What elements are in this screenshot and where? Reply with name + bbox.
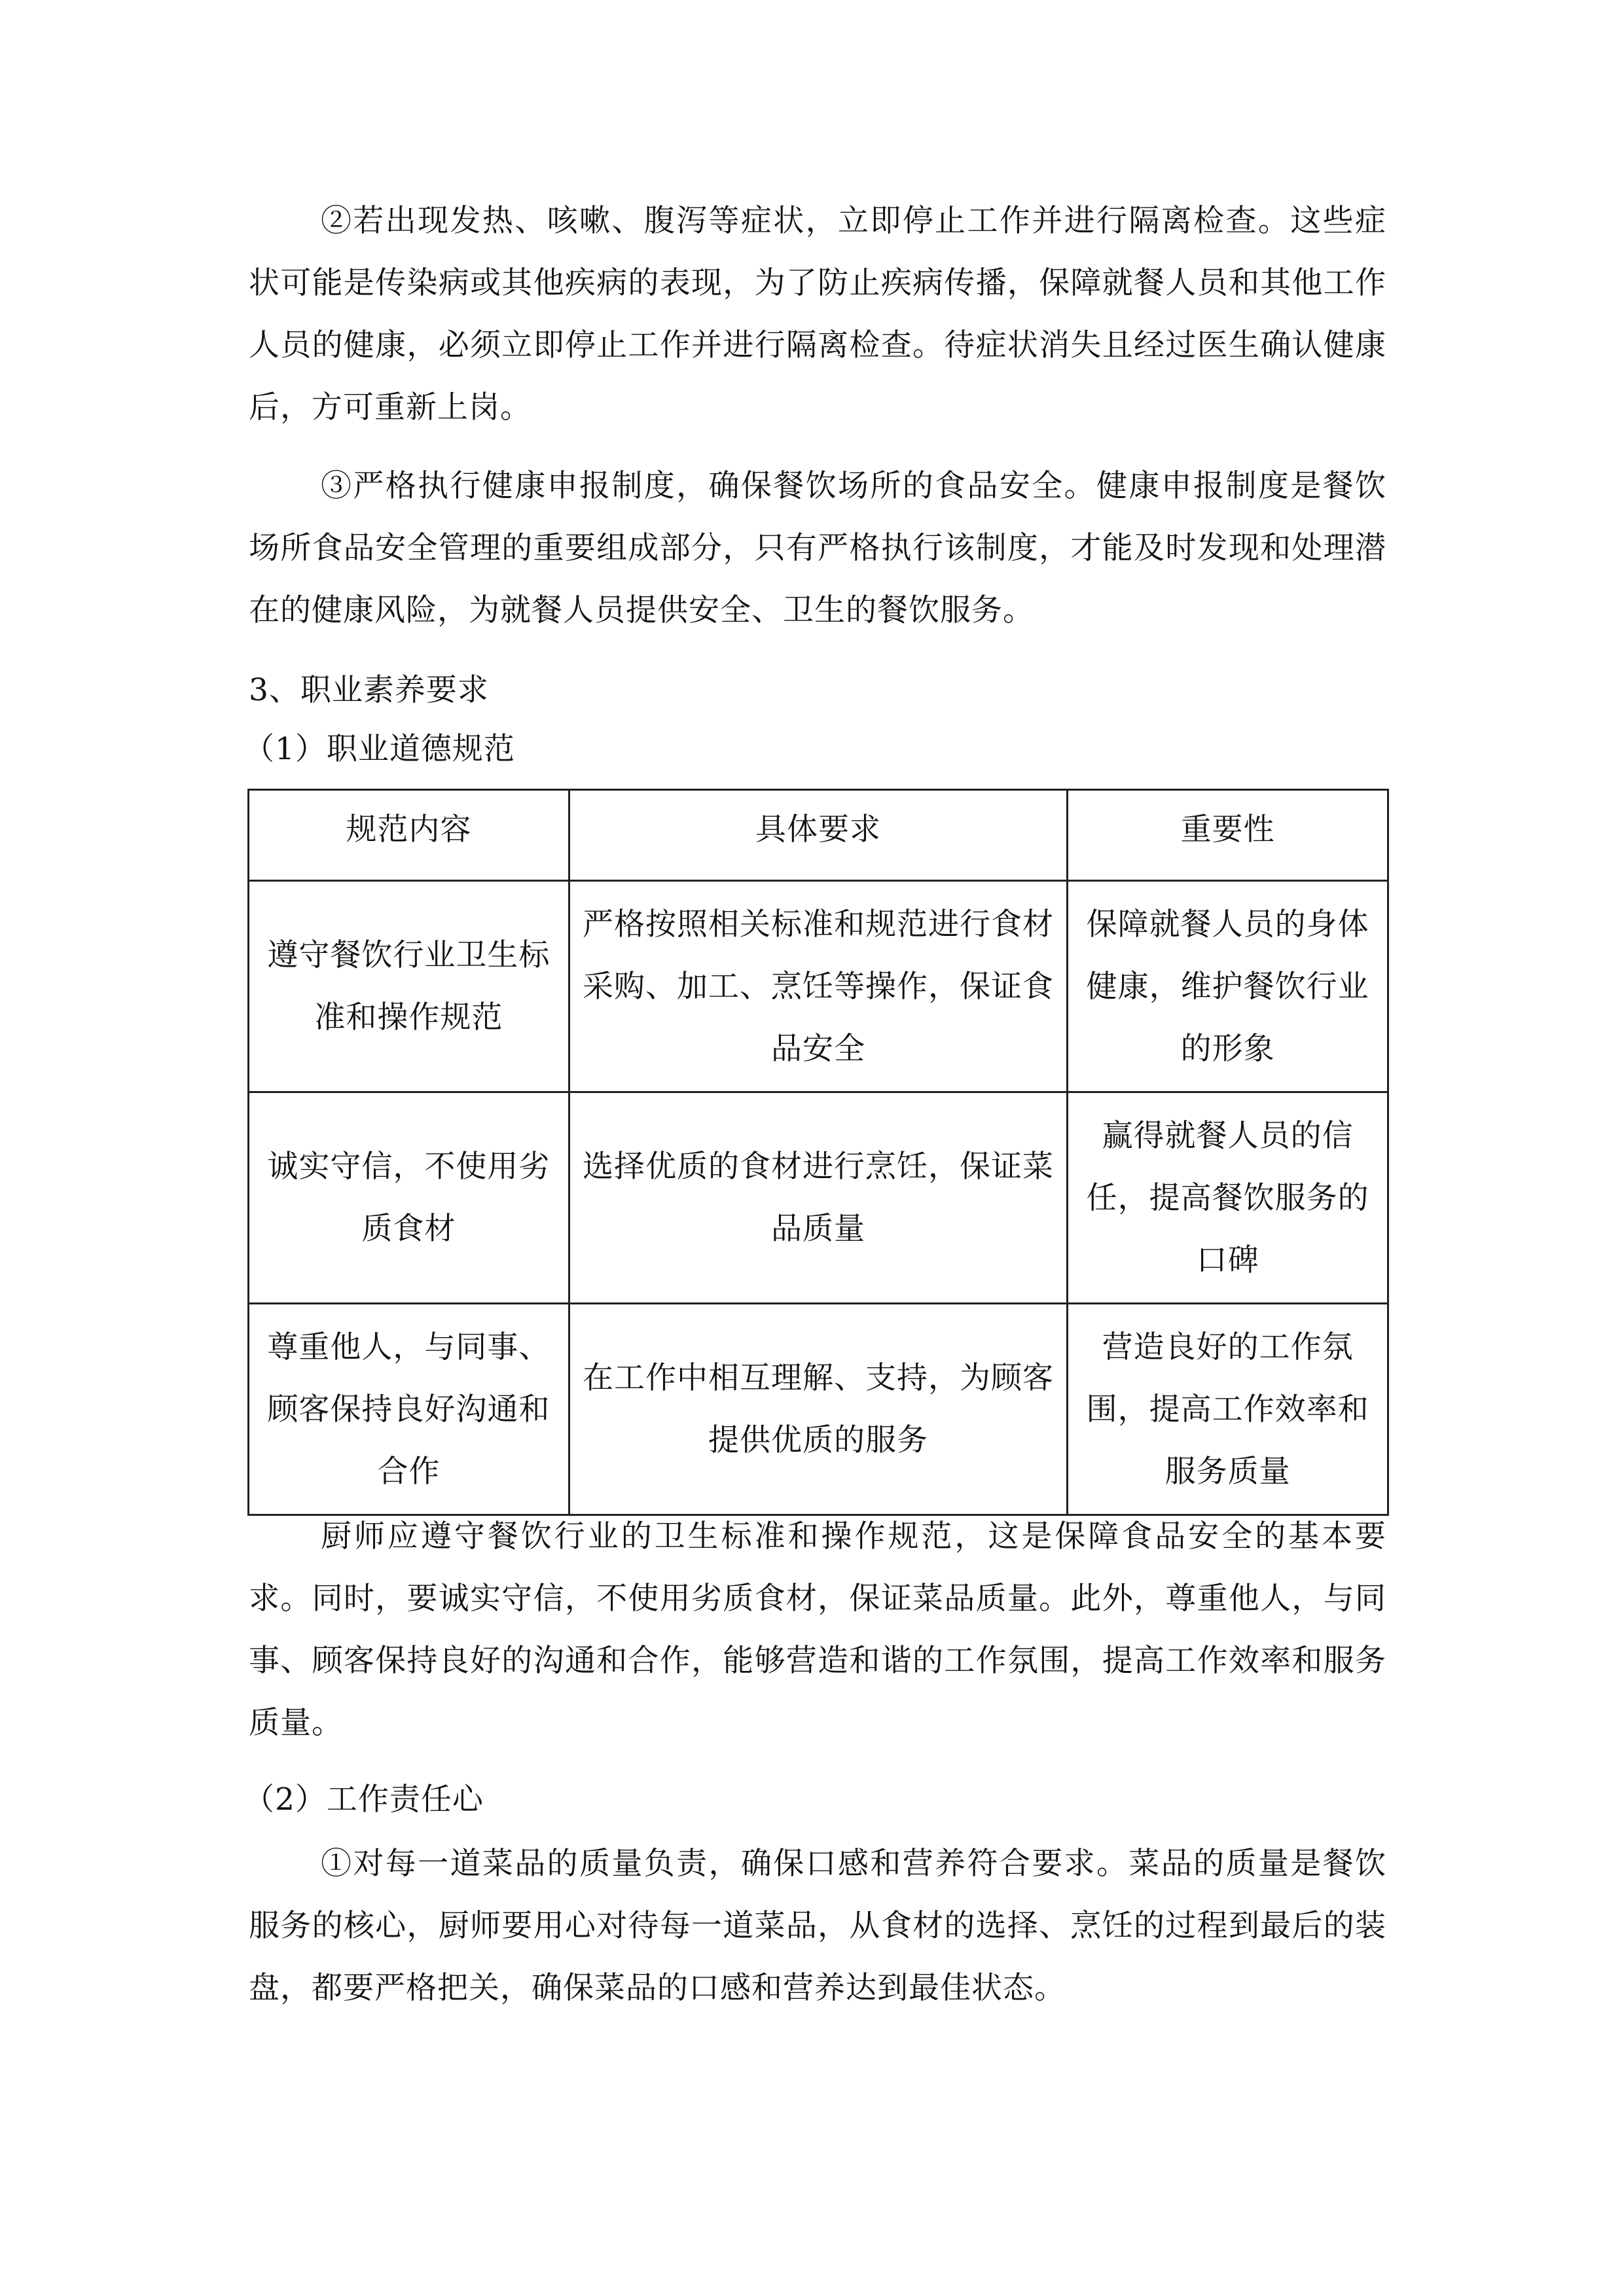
- table-header-row: [249, 790, 1388, 881]
- paragraph-ethics-summary: 厨师应遵守餐饮行业的卫生标准和操作规范，这是保障食品安全的基本要求。同时，要诚实守信，不使用劣质食材，保证菜品质量。此外，尊重他人，与同事、顾客保持良好的沟通和合作，能够营造和谐的工作氛围，提高工作效率和服务质量。: [249, 1518, 1386, 1741]
- paragraph-fever-symptoms: ②若出现发热、咳嗽、腹泻等症状，立即停止工作并进行隔离检查。这些症状可能是传染病或其他疾病的表现，为了防止疾病传播，保障就餐人员和其他工作人员的健康，必须立即停止工作并进行隔离检查。待症状消失且经过医生确认健康后，方可重新上岗。: [249, 203, 1386, 425]
- table-cell-importance: 赢得就餐人员的信任，提高餐饮服务的口碑: [1068, 1092, 1388, 1304]
- table-cell-importance: 保障就餐人员的身体健康，维护餐饮行业的形象: [1068, 881, 1388, 1092]
- table-row: [249, 1092, 1388, 1304]
- table-header-cell: 重要性: [1068, 790, 1388, 881]
- table-row: [249, 881, 1388, 1092]
- paragraph-dish-quality: ①对每一道菜品的质量负责，确保口感和营养符合要求。菜品的质量是餐饮服务的核心，厨师要用心对待每一道菜品，从食材的选择、烹饪的过程到最后的装盘，都要严格把关，确保菜品的口感和营养达到最佳状态。: [249, 1846, 1386, 2006]
- table-header-cell: 规范内容: [249, 790, 569, 881]
- table-cell-norm: 遵守餐饮行业卫生标准和操作规范: [249, 881, 569, 1092]
- section-heading-professional-quality: 3、职业素养要求: [249, 672, 489, 708]
- paragraph-health-declaration: ③严格执行健康申报制度，确保餐饮场所的食品安全。健康申报制度是餐饮场所食品安全管理的重要组成部分，只有严格执行该制度，才能及时发现和处理潜在的健康风险，为就餐人员提供安全、卫生的餐饮服务。: [249, 468, 1386, 628]
- table-cell-requirement: 在工作中相互理解、支持，为顾客提供优质的服务: [569, 1304, 1067, 1515]
- table-cell-norm: 尊重他人，与同事、顾客保持良好沟通和合作: [249, 1304, 569, 1515]
- table-cell-norm: 诚实守信，不使用劣质食材: [249, 1092, 569, 1304]
- subheading-work-responsibility: （2）工作责任心: [244, 1782, 484, 1818]
- table-header-cell: 具体要求: [569, 790, 1067, 881]
- table-cell-importance: 营造良好的工作氛围，提高工作效率和服务质量: [1068, 1304, 1388, 1515]
- table-cell-requirement: 选择优质的食材进行烹饪，保证菜品质量: [569, 1092, 1067, 1304]
- table-cell-requirement: 严格按照相关标准和规范进行食材采购、加工、烹饪等操作，保证食品安全: [569, 881, 1067, 1092]
- ethics-norms-table: [247, 789, 1389, 1516]
- subheading-professional-ethics: （1）职业道德规范: [244, 731, 515, 767]
- table-row: [249, 1304, 1388, 1515]
